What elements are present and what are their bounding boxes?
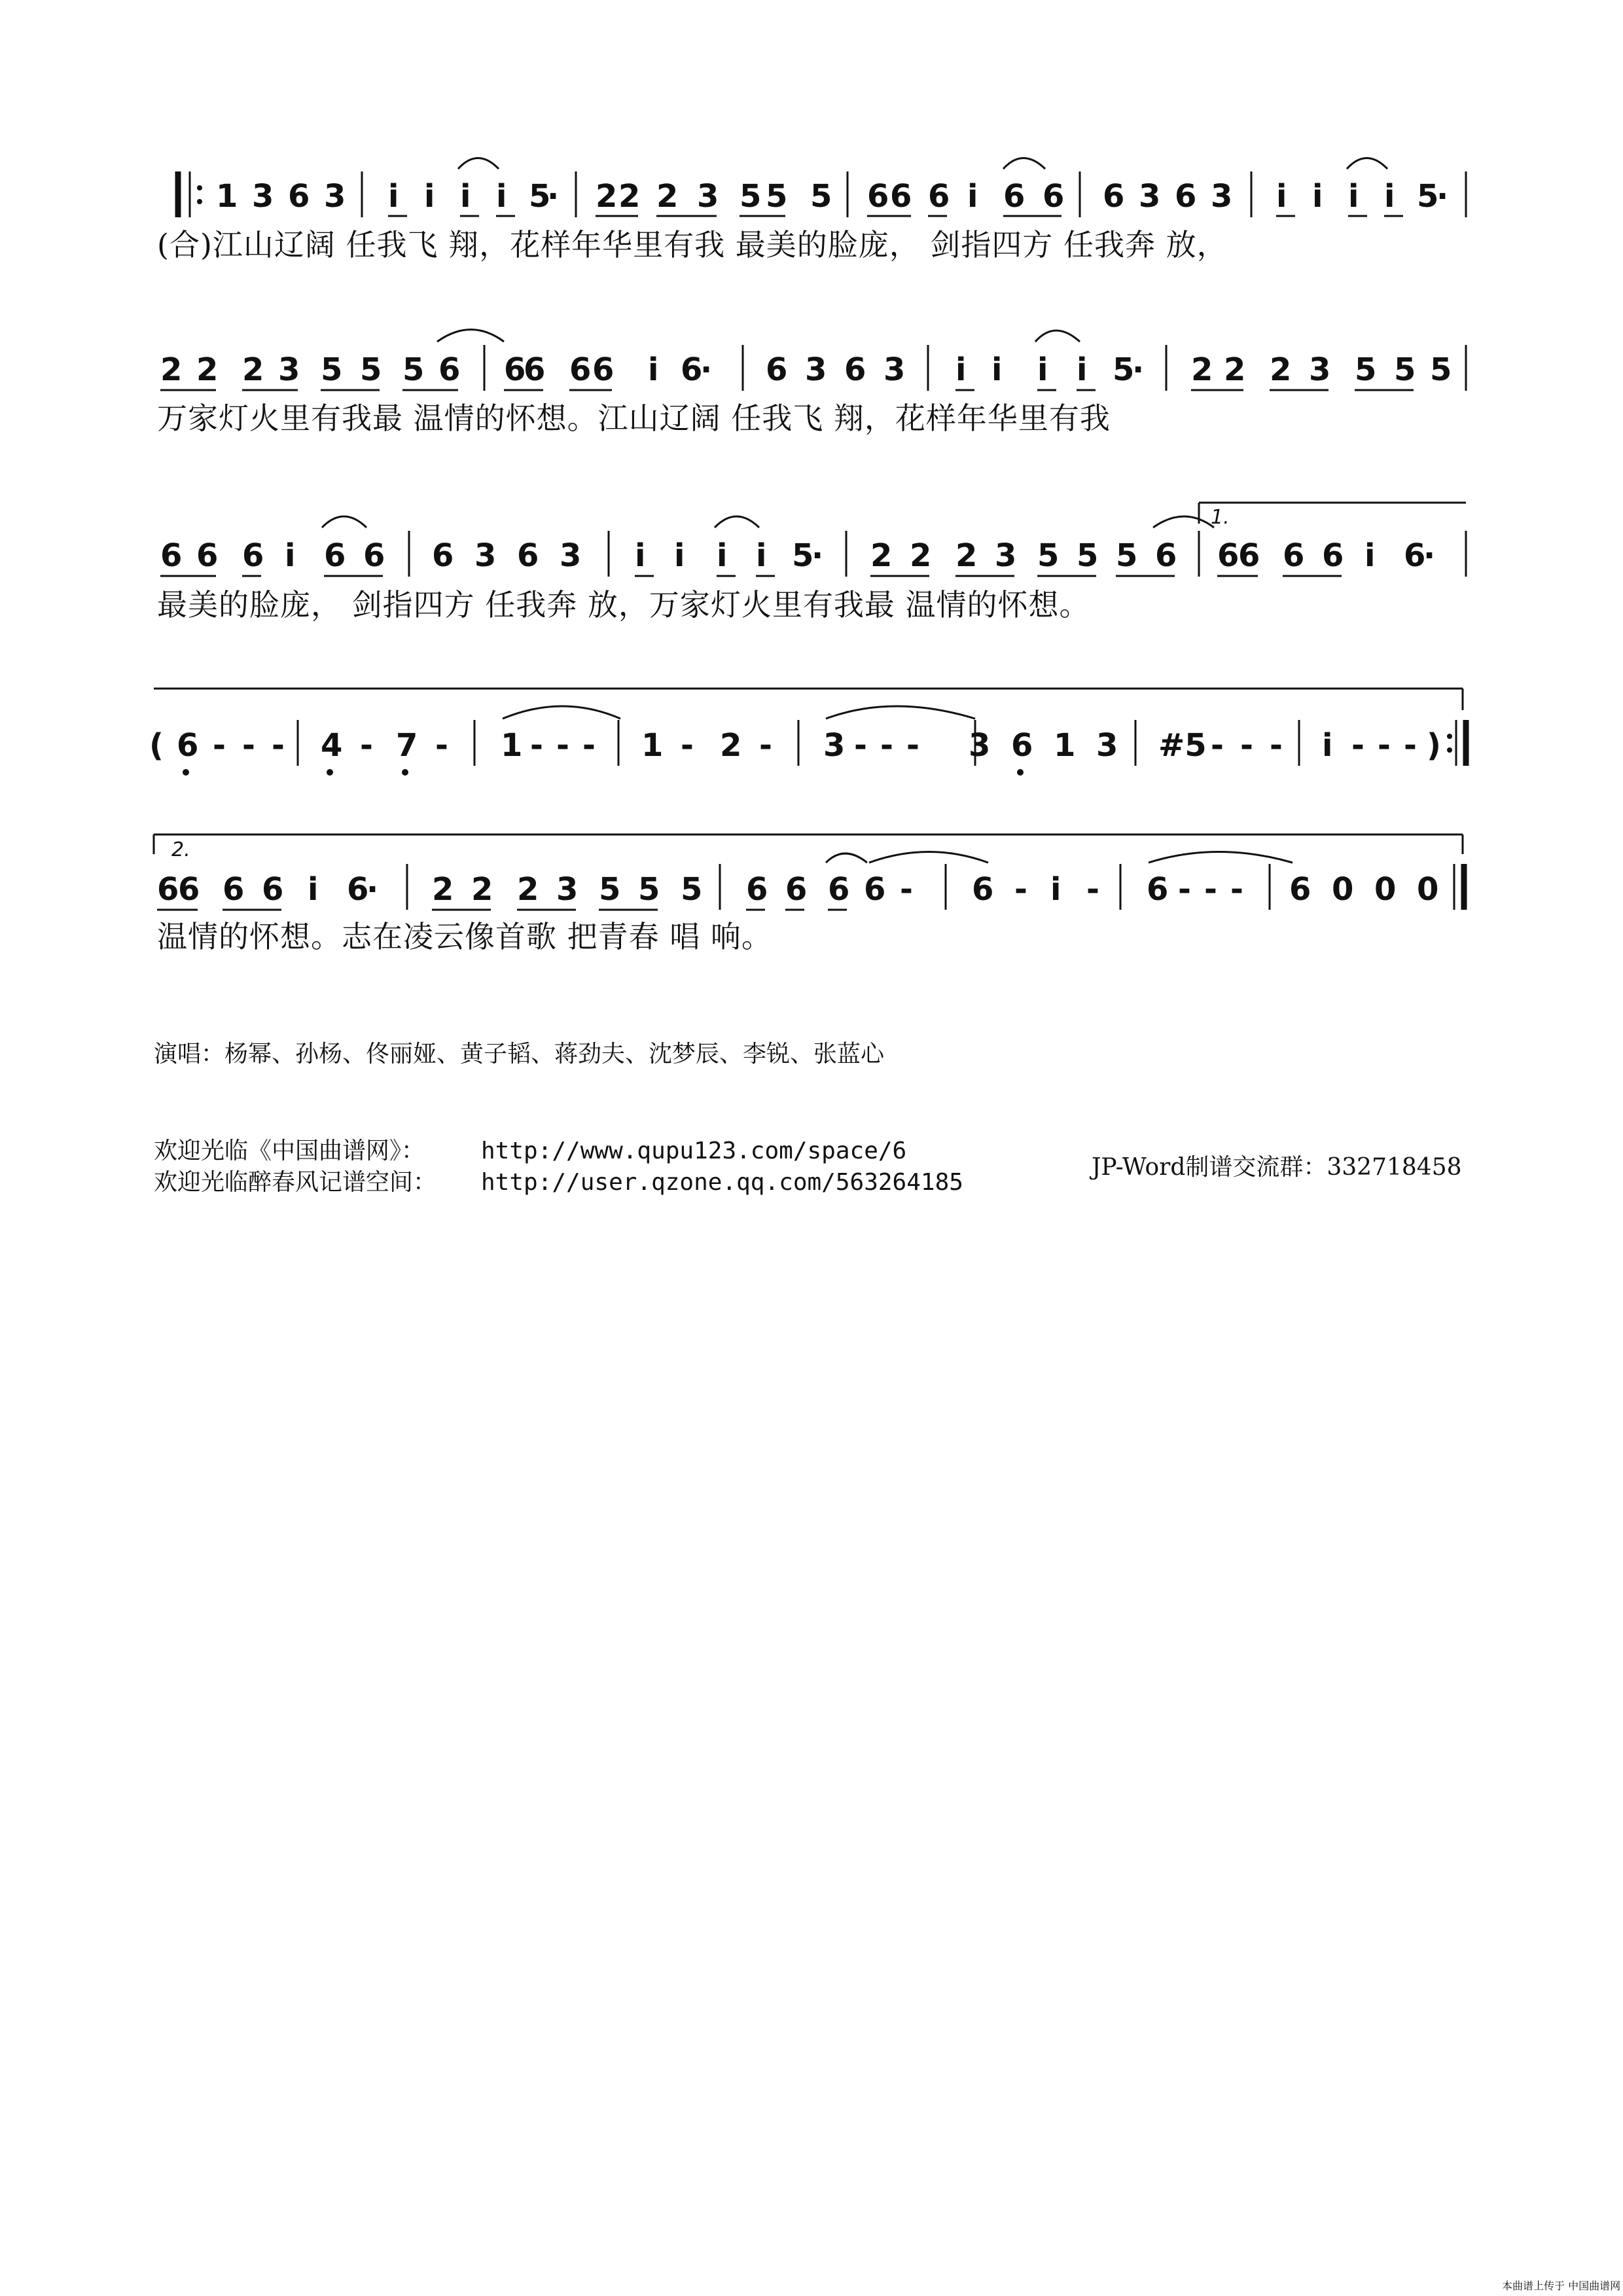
- note: 2: [160, 351, 183, 388]
- note: i: [388, 178, 399, 215]
- note: 6: [223, 871, 245, 908]
- note: 5: [1116, 537, 1138, 574]
- measure-notes: [216, 178, 346, 215]
- note: i: [285, 537, 296, 574]
- note: i: [991, 351, 1003, 388]
- note: 1: [1054, 727, 1076, 764]
- note: 6: [890, 178, 912, 215]
- note: 2: [432, 871, 454, 908]
- note: 3: [805, 351, 827, 388]
- note: i: [424, 178, 435, 215]
- note: 5: [529, 178, 551, 215]
- note: 6: [196, 537, 219, 574]
- note: 6: [1155, 537, 1177, 574]
- note: 6: [1003, 178, 1026, 215]
- note: 6: [1175, 178, 1197, 215]
- lyrics-line: (合)江山辽阔 任我飞 翔，花样年华里有我 最美的脸庞， 剑指四方 任我奔 放，: [157, 227, 1228, 262]
- note: i: [1077, 351, 1088, 388]
- note: i: [1348, 178, 1359, 215]
- site-line-2-label: 欢迎光临醉春风记谱空间：: [154, 1169, 437, 1196]
- note: 6: [524, 351, 546, 388]
- note: i: [460, 178, 471, 215]
- note: 5: [360, 351, 382, 388]
- dash: -: [582, 727, 596, 764]
- note: 3: [1096, 727, 1118, 764]
- dash: -: [759, 727, 772, 764]
- dash: -: [1404, 727, 1417, 764]
- note: 0: [1374, 871, 1397, 908]
- dash: -: [900, 871, 913, 908]
- staff-row-3: [157, 503, 1466, 622]
- note: i: [756, 537, 767, 574]
- note: 5: [402, 351, 425, 388]
- dash: -: [1378, 727, 1391, 764]
- note: 6: [1289, 871, 1311, 908]
- note: i: [1312, 178, 1323, 215]
- note: 5: [1417, 178, 1439, 215]
- note: 3: [324, 178, 346, 215]
- note: 6: [1011, 727, 1033, 764]
- note: 6: [517, 537, 539, 574]
- note: 6: [766, 351, 788, 388]
- note: 5: [321, 351, 343, 388]
- note: 5: [1430, 351, 1452, 388]
- staff-row-2: [157, 330, 1466, 437]
- note: 6: [178, 871, 200, 908]
- note: 5: [810, 178, 832, 215]
- note: 3: [697, 178, 719, 215]
- note: 2: [656, 178, 679, 215]
- note: 2: [1270, 351, 1292, 388]
- note: 1: [641, 727, 664, 764]
- note: 6: [1103, 178, 1125, 215]
- note: 5: [1077, 537, 1099, 574]
- note: i: [308, 871, 319, 908]
- note: 6: [746, 871, 768, 908]
- volta-second-label: 2.: [171, 838, 190, 861]
- note: 6: [844, 351, 866, 388]
- dot: ·: [1423, 537, 1436, 574]
- note: 6: [928, 178, 950, 215]
- note: i: [1364, 537, 1376, 574]
- note: 6: [828, 871, 850, 908]
- note: 6: [160, 537, 183, 574]
- note: 2: [196, 351, 219, 388]
- dash: -: [435, 727, 448, 764]
- site-line-1-label: 欢迎光临《中国曲谱网》：: [154, 1138, 425, 1164]
- note: 5: [1037, 537, 1060, 574]
- note: 5: [792, 537, 814, 574]
- note: 5: [766, 178, 788, 215]
- note: 2: [596, 178, 618, 215]
- note: 5: [1394, 351, 1416, 388]
- site-line-1-url[interactable]: http://www.qupu123.com/space/6: [481, 1138, 907, 1164]
- dash: -: [1014, 871, 1027, 908]
- note: 2: [1224, 351, 1246, 388]
- note: 6: [569, 351, 592, 388]
- dash: -: [360, 727, 373, 764]
- note: i: [635, 537, 646, 574]
- note: 2: [242, 351, 264, 388]
- note: 6: [262, 871, 284, 908]
- note: 0: [1332, 871, 1354, 908]
- note: 6: [1217, 537, 1240, 574]
- note: 6: [157, 871, 179, 908]
- note: 1: [216, 178, 238, 215]
- note: 6: [1404, 537, 1426, 574]
- note: 3: [969, 727, 991, 764]
- note: 0: [1417, 871, 1439, 908]
- note: 3: [560, 537, 582, 574]
- note: 3: [1211, 178, 1233, 215]
- note: i: [674, 537, 685, 574]
- paren-close: ): [1427, 727, 1441, 764]
- note: 6: [972, 871, 994, 908]
- note: 5: [638, 871, 660, 908]
- dash: -: [1211, 727, 1224, 764]
- dash: -: [1230, 871, 1243, 908]
- note: 3: [252, 178, 274, 215]
- dot: ·: [700, 351, 713, 388]
- note: i: [496, 178, 507, 215]
- volta-first-label: 1.: [1211, 506, 1230, 529]
- note: 6: [347, 871, 369, 908]
- dash: -: [556, 727, 569, 764]
- dash: -: [213, 727, 226, 764]
- paren-open: (: [149, 727, 164, 764]
- note: i: [967, 178, 978, 215]
- note: 6: [1283, 537, 1305, 574]
- note: 6: [681, 351, 703, 388]
- dot: ·: [366, 871, 379, 908]
- dot: ·: [547, 178, 560, 215]
- dash: -: [880, 727, 893, 764]
- note: 6: [785, 871, 808, 908]
- watermark: 本曲谱上传于 中国曲谱网: [1502, 2280, 1621, 2292]
- note: i: [1037, 351, 1048, 388]
- note: i: [717, 537, 728, 574]
- singers-credit: 演唱：杨幂、孙杨、佟丽娅、黄子韬、蒋劲夫、沈梦辰、李锐、张蓝心: [154, 1041, 885, 1067]
- dash: -: [1086, 871, 1099, 908]
- note: 2: [517, 871, 539, 908]
- note: 3: [995, 537, 1017, 574]
- note: i: [1384, 178, 1395, 215]
- note: 6: [592, 351, 615, 388]
- note: 2: [910, 537, 932, 574]
- staff-row-4: [149, 689, 1466, 776]
- lyrics-line: 温情的怀想。志在凌云像首歌 把青春 唱 响。: [157, 919, 772, 954]
- note: 2: [1191, 351, 1213, 388]
- dash: -: [1204, 871, 1217, 908]
- dash: -: [1240, 727, 1253, 764]
- lyrics-line: 最美的脸庞， 剑指四方 任我奔 放，万家灯火里有我最 温情的怀想。: [157, 587, 1090, 622]
- dash: -: [681, 727, 694, 764]
- note: 3: [474, 537, 497, 574]
- note: 5: [681, 871, 703, 908]
- note: i: [1050, 871, 1061, 908]
- note: 5: [740, 178, 762, 215]
- dot: ·: [812, 537, 824, 574]
- note: 6: [438, 351, 461, 388]
- dash: -: [1351, 727, 1364, 764]
- note: i: [955, 351, 967, 388]
- note: 3: [823, 727, 846, 764]
- note: 6: [363, 537, 385, 574]
- note: 2: [870, 537, 893, 574]
- note: i: [1322, 727, 1333, 764]
- note: 5: [1113, 351, 1135, 388]
- note: 6: [1238, 537, 1260, 574]
- note: 7: [396, 727, 418, 764]
- site-line-2-url[interactable]: http://user.qzone.qq.com/563264185: [481, 1169, 963, 1196]
- note: 6: [1322, 537, 1344, 574]
- note: 5: [1355, 351, 1377, 388]
- note-sharp: #5: [1158, 727, 1207, 764]
- note: 3: [278, 351, 300, 388]
- note: 3: [1309, 351, 1331, 388]
- dash: -: [242, 727, 255, 764]
- note: 2: [471, 871, 493, 908]
- note: 6: [432, 537, 454, 574]
- note: 6: [288, 178, 310, 215]
- note: 6: [242, 537, 264, 574]
- note: 2: [955, 537, 978, 574]
- note: 1: [501, 727, 523, 764]
- note: 3: [556, 871, 579, 908]
- staff-row-1: [157, 158, 1466, 263]
- note: 4: [321, 727, 343, 764]
- note: 6: [864, 871, 886, 908]
- dash: -: [854, 727, 867, 764]
- note: 6: [177, 727, 199, 764]
- staff-row-5: [154, 834, 1464, 954]
- note: 3: [883, 351, 906, 388]
- note: i: [1276, 178, 1287, 215]
- dash: -: [530, 727, 543, 764]
- dot: ·: [1436, 178, 1449, 215]
- note: 6: [1147, 871, 1169, 908]
- note: i: [648, 351, 659, 388]
- note: 6: [1043, 178, 1065, 215]
- dot: ·: [1132, 351, 1145, 388]
- note: 2: [720, 727, 742, 764]
- dash: -: [272, 727, 285, 764]
- dash: -: [1178, 871, 1191, 908]
- note: 3: [1139, 178, 1161, 215]
- note: 2: [618, 178, 641, 215]
- note: 6: [867, 178, 889, 215]
- note: 5: [599, 871, 621, 908]
- dash: -: [906, 727, 919, 764]
- group-info: JP-Word制谱交流群：332718458: [1092, 1154, 1462, 1181]
- note: 6: [504, 351, 526, 388]
- lyrics-line: 万家灯火里有我最 温情的怀想。江山辽阔 任我飞 翔，花样年华里有我: [157, 401, 1111, 436]
- note: 6: [324, 537, 346, 574]
- dash: -: [1270, 727, 1283, 764]
